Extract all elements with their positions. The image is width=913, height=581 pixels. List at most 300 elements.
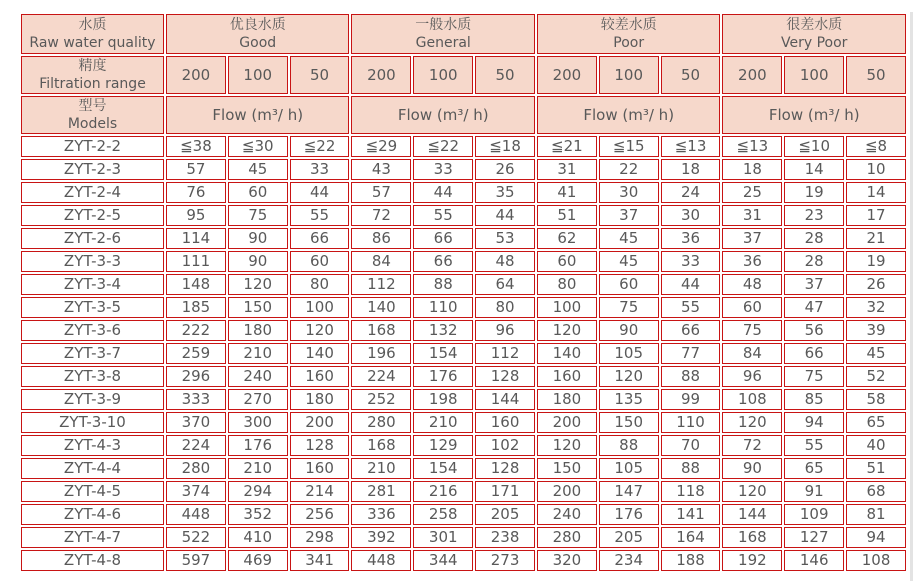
flow-value-cell: 205: [599, 527, 659, 548]
flow-value-cell: 88: [661, 458, 721, 479]
flow-value-cell: ≦15: [599, 136, 659, 157]
filtration-value-cell: 50: [475, 56, 535, 94]
flow-value-cell: ≦8: [846, 136, 906, 157]
flow-value-cell: 51: [537, 205, 597, 226]
flow-value-cell: 112: [351, 274, 411, 295]
flow-value-cell: 280: [537, 527, 597, 548]
models-zh: 型号: [78, 98, 107, 114]
flow-value-cell: 22: [599, 159, 659, 180]
flow-value-cell: 192: [722, 550, 782, 571]
flow-value-cell: 141: [661, 504, 721, 525]
flow-value-cell: 56: [784, 320, 844, 341]
flow-value-cell: 66: [413, 251, 473, 272]
header-filtration-range: [21, 56, 164, 94]
filtration-range-zh: 精度: [78, 58, 107, 74]
flow-value-cell: 64: [475, 274, 535, 295]
flow-value-cell: 252: [351, 389, 411, 410]
table-row: [21, 228, 906, 249]
header-row-quality: [21, 14, 906, 54]
models-en: Models: [67, 116, 118, 132]
flow-value-cell: 144: [722, 504, 782, 525]
flow-value-cell: ≦10: [784, 136, 844, 157]
flow-value-cell: 99: [661, 389, 721, 410]
flow-value-cell: 180: [228, 320, 288, 341]
header-group-general: [351, 14, 534, 54]
flow-value-cell: 44: [661, 274, 721, 295]
flow-value-cell: 112: [475, 343, 535, 364]
header-raw-water-quality: [21, 14, 164, 54]
model-cell: ZYT-3-5: [21, 297, 164, 318]
flow-value-cell: 90: [228, 228, 288, 249]
flow-value-cell: 273: [475, 550, 535, 571]
flow-value-cell: 301: [413, 527, 473, 548]
flow-value-cell: 160: [290, 366, 350, 387]
flow-value-cell: 238: [475, 527, 535, 548]
model-cell: ZYT-4-6: [21, 504, 164, 525]
flow-value-cell: 176: [413, 366, 473, 387]
table-row: [21, 550, 906, 571]
table-row: [21, 435, 906, 456]
flow-value-cell: 410: [228, 527, 288, 548]
flow-header-cell-general: Flow (m³/ h): [351, 96, 534, 134]
flow-value-cell: ≦13: [661, 136, 721, 157]
flow-value-cell: 150: [599, 412, 659, 433]
filtration-value-cell: 200: [166, 56, 226, 94]
filtration-value-cell: 200: [351, 56, 411, 94]
flow-value-cell: 102: [475, 435, 535, 456]
flow-value-cell: 75: [784, 366, 844, 387]
flow-value-cell: 19: [846, 251, 906, 272]
flow-value-cell: 31: [722, 205, 782, 226]
flow-value-cell: 94: [784, 412, 844, 433]
flow-value-cell: 31: [537, 159, 597, 180]
flow-value-cell: 36: [722, 251, 782, 272]
flow-value-cell: 23: [784, 205, 844, 226]
flow-value-cell: 160: [537, 366, 597, 387]
header-row-filtration: [21, 56, 906, 94]
flow-value-cell: 18: [661, 159, 721, 180]
flow-value-cell: 120: [722, 481, 782, 502]
model-cell: ZYT-3-3: [21, 251, 164, 272]
flow-value-cell: 76: [166, 182, 226, 203]
table-body: [21, 136, 906, 571]
flow-value-cell: 210: [228, 458, 288, 479]
flow-value-cell: 18: [722, 159, 782, 180]
flow-value-cell: ≦29: [351, 136, 411, 157]
flow-value-cell: 200: [290, 412, 350, 433]
flow-value-cell: 88: [661, 366, 721, 387]
model-cell: ZYT-2-6: [21, 228, 164, 249]
flow-value-cell: ≦30: [228, 136, 288, 157]
flow-value-cell: 72: [722, 435, 782, 456]
flow-value-cell: 43: [351, 159, 411, 180]
flow-value-cell: 19: [784, 182, 844, 203]
flow-value-cell: 55: [661, 297, 721, 318]
table-row: [21, 343, 906, 364]
flow-value-cell: 33: [413, 159, 473, 180]
model-cell: ZYT-4-3: [21, 435, 164, 456]
flow-value-cell: 160: [290, 458, 350, 479]
flow-value-cell: ≦22: [413, 136, 473, 157]
flow-value-cell: 90: [228, 251, 288, 272]
flow-value-cell: 140: [537, 343, 597, 364]
flow-value-cell: 259: [166, 343, 226, 364]
flow-value-cell: 341: [290, 550, 350, 571]
flow-value-cell: 80: [475, 297, 535, 318]
flow-value-cell: ≦22: [290, 136, 350, 157]
table-row: [21, 458, 906, 479]
header-row-flow: [21, 96, 906, 134]
raw-water-quality-en: Raw water quality: [29, 35, 156, 51]
flow-value-cell: 75: [228, 205, 288, 226]
flow-value-cell: 48: [475, 251, 535, 272]
flow-value-cell: 522: [166, 527, 226, 548]
table-row: [21, 136, 906, 157]
flow-value-cell: 140: [351, 297, 411, 318]
flow-value-cell: 111: [166, 251, 226, 272]
flow-value-cell: 120: [537, 320, 597, 341]
flow-value-cell: 24: [661, 182, 721, 203]
model-cell: ZYT-2-2: [21, 136, 164, 157]
flow-value-cell: 374: [166, 481, 226, 502]
header-group-poor: [537, 14, 720, 54]
flow-value-cell: 336: [351, 504, 411, 525]
flow-value-cell: 84: [351, 251, 411, 272]
flow-value-cell: 448: [166, 504, 226, 525]
group-poor-en: Poor: [613, 35, 645, 51]
flow-value-cell: 81: [846, 504, 906, 525]
flow-value-cell: 70: [661, 435, 721, 456]
flow-value-cell: 95: [166, 205, 226, 226]
flow-value-cell: 150: [537, 458, 597, 479]
flow-value-cell: 60: [228, 182, 288, 203]
model-cell: ZYT-4-8: [21, 550, 164, 571]
flow-value-cell: 210: [228, 343, 288, 364]
flow-value-cell: 100: [290, 297, 350, 318]
table-row: [21, 251, 906, 272]
flow-value-cell: 109: [784, 504, 844, 525]
flow-value-cell: 216: [413, 481, 473, 502]
group-good-en: Good: [239, 35, 277, 51]
flow-value-cell: 55: [290, 205, 350, 226]
flow-value-cell: 58: [846, 389, 906, 410]
flow-value-cell: 168: [722, 527, 782, 548]
model-cell: ZYT-3-8: [21, 366, 164, 387]
flow-value-cell: 30: [661, 205, 721, 226]
header-models: [21, 96, 164, 134]
filtration-value-cell: 50: [661, 56, 721, 94]
flow-value-cell: ≦21: [537, 136, 597, 157]
flow-value-cell: 150: [228, 297, 288, 318]
model-cell: ZYT-3-7: [21, 343, 164, 364]
flow-value-cell: 68: [846, 481, 906, 502]
group-general-en: General: [415, 35, 471, 51]
flow-value-cell: 108: [846, 550, 906, 571]
flow-value-cell: 224: [166, 435, 226, 456]
flow-value-cell: 240: [228, 366, 288, 387]
flow-value-cell: 33: [661, 251, 721, 272]
filtration-range-en: Filtration range: [39, 76, 146, 92]
model-cell: ZYT-4-7: [21, 527, 164, 548]
flow-header-cell-very-poor: Flow (m³/ h): [722, 96, 906, 134]
flow-value-cell: 85: [784, 389, 844, 410]
flow-value-cell: 198: [413, 389, 473, 410]
flow-value-cell: 188: [661, 550, 721, 571]
table-row: [21, 481, 906, 502]
flow-value-cell: 205: [475, 504, 535, 525]
flow-value-cell: 128: [290, 435, 350, 456]
flow-value-cell: 66: [661, 320, 721, 341]
flow-value-cell: 77: [661, 343, 721, 364]
flow-value-cell: 25: [722, 182, 782, 203]
flow-value-cell: 114: [166, 228, 226, 249]
group-general-zh: 一般水质: [415, 17, 472, 33]
flow-value-cell: 270: [228, 389, 288, 410]
flow-value-cell: 352: [228, 504, 288, 525]
flow-value-cell: 120: [599, 366, 659, 387]
table-header: [21, 14, 906, 134]
flow-value-cell: 597: [166, 550, 226, 571]
flow-value-cell: 40: [846, 435, 906, 456]
flow-value-cell: 100: [537, 297, 597, 318]
flow-value-cell: 62: [537, 228, 597, 249]
flow-value-cell: 280: [166, 458, 226, 479]
filtration-value-cell: 100: [413, 56, 473, 94]
table-row: [21, 274, 906, 295]
flow-value-cell: 280: [351, 412, 411, 433]
flow-value-cell: 35: [475, 182, 535, 203]
flow-value-cell: 53: [475, 228, 535, 249]
model-cell: ZYT-4-5: [21, 481, 164, 502]
flow-value-cell: 32: [846, 297, 906, 318]
model-cell: ZYT-2-5: [21, 205, 164, 226]
flow-value-cell: 105: [599, 458, 659, 479]
flow-value-cell: 44: [290, 182, 350, 203]
flow-value-cell: 14: [846, 182, 906, 203]
flow-value-cell: 90: [599, 320, 659, 341]
flow-value-cell: 135: [599, 389, 659, 410]
flow-value-cell: 222: [166, 320, 226, 341]
flow-value-cell: 51: [846, 458, 906, 479]
flow-value-cell: 21: [846, 228, 906, 249]
filtration-value-cell: 200: [537, 56, 597, 94]
model-cell: ZYT-3-6: [21, 320, 164, 341]
flow-value-cell: 55: [413, 205, 473, 226]
filtration-value-cell: 100: [599, 56, 659, 94]
table-row: [21, 504, 906, 525]
flow-value-cell: 147: [599, 481, 659, 502]
flow-value-cell: 91: [784, 481, 844, 502]
flow-value-cell: 210: [413, 412, 473, 433]
group-good-zh: 优良水质: [229, 17, 286, 33]
flow-value-cell: 171: [475, 481, 535, 502]
flow-value-cell: 224: [351, 366, 411, 387]
flow-value-cell: 17: [846, 205, 906, 226]
flow-value-cell: 88: [413, 274, 473, 295]
flow-value-cell: 52: [846, 366, 906, 387]
flow-value-cell: 296: [166, 366, 226, 387]
model-cell: ZYT-3-4: [21, 274, 164, 295]
flow-value-cell: 258: [413, 504, 473, 525]
table-row: [21, 205, 906, 226]
flow-value-cell: 45: [228, 159, 288, 180]
flow-value-cell: ≦13: [722, 136, 782, 157]
flow-value-cell: 154: [413, 343, 473, 364]
flow-value-cell: 60: [290, 251, 350, 272]
table-row: [21, 366, 906, 387]
flow-value-cell: 36: [661, 228, 721, 249]
filtration-value-cell: 50: [846, 56, 906, 94]
flow-value-cell: 120: [537, 435, 597, 456]
flow-value-cell: 14: [784, 159, 844, 180]
flow-header-cell-good: Flow (m³/ h): [166, 96, 349, 134]
flow-value-cell: ≦38: [166, 136, 226, 157]
flow-value-cell: 80: [537, 274, 597, 295]
flow-value-cell: 200: [537, 412, 597, 433]
filtration-value-cell: 100: [228, 56, 288, 94]
flow-value-cell: 154: [413, 458, 473, 479]
flow-value-cell: 118: [661, 481, 721, 502]
group-very-poor-en: Very Poor: [781, 35, 848, 51]
flow-value-cell: 84: [722, 343, 782, 364]
flow-value-cell: 120: [228, 274, 288, 295]
flow-value-cell: 80: [290, 274, 350, 295]
flow-value-cell: 127: [784, 527, 844, 548]
flow-value-cell: 200: [537, 481, 597, 502]
flow-value-cell: 110: [661, 412, 721, 433]
flow-value-cell: 33: [290, 159, 350, 180]
flow-value-cell: 344: [413, 550, 473, 571]
flow-value-cell: 37: [599, 205, 659, 226]
flow-value-cell: 185: [166, 297, 226, 318]
model-cell: ZYT-2-3: [21, 159, 164, 180]
filtration-value-cell: 100: [784, 56, 844, 94]
flow-value-cell: 196: [351, 343, 411, 364]
flow-value-cell: 41: [537, 182, 597, 203]
flow-value-cell: 392: [351, 527, 411, 548]
flow-value-cell: 320: [537, 550, 597, 571]
flow-value-cell: 48: [722, 274, 782, 295]
filtration-value-cell: 200: [722, 56, 782, 94]
flow-value-cell: 469: [228, 550, 288, 571]
flow-value-cell: 448: [351, 550, 411, 571]
flow-value-cell: 144: [475, 389, 535, 410]
flow-value-cell: 55: [784, 435, 844, 456]
flow-value-cell: 10: [846, 159, 906, 180]
flow-value-cell: 140: [290, 343, 350, 364]
flow-value-cell: 44: [413, 182, 473, 203]
flow-value-cell: 45: [846, 343, 906, 364]
flow-value-cell: 45: [599, 228, 659, 249]
flow-value-cell: 176: [228, 435, 288, 456]
flow-value-cell: 28: [784, 251, 844, 272]
header-group-good: [166, 14, 349, 54]
flow-value-cell: 96: [722, 366, 782, 387]
flow-value-cell: 65: [846, 412, 906, 433]
flow-value-cell: 75: [722, 320, 782, 341]
table-row: [21, 412, 906, 433]
flow-value-cell: 88: [599, 435, 659, 456]
flow-value-cell: 300: [228, 412, 288, 433]
flow-value-cell: 26: [846, 274, 906, 295]
flow-value-cell: ≦18: [475, 136, 535, 157]
flow-value-cell: 110: [413, 297, 473, 318]
flow-value-cell: 180: [290, 389, 350, 410]
flow-value-cell: 39: [846, 320, 906, 341]
flow-value-cell: 72: [351, 205, 411, 226]
flow-value-cell: 148: [166, 274, 226, 295]
flow-capacity-table: [19, 12, 908, 573]
flow-value-cell: 60: [599, 274, 659, 295]
table-row: [21, 389, 906, 410]
flow-value-cell: 168: [351, 320, 411, 341]
flow-value-cell: 44: [475, 205, 535, 226]
group-poor-zh: 较差水质: [600, 17, 657, 33]
flow-value-cell: 176: [599, 504, 659, 525]
header-group-very-poor: [722, 14, 906, 54]
flow-value-cell: 120: [722, 412, 782, 433]
model-cell: ZYT-2-4: [21, 182, 164, 203]
flow-value-cell: 57: [166, 159, 226, 180]
flow-value-cell: 105: [599, 343, 659, 364]
flow-value-cell: 96: [475, 320, 535, 341]
flow-value-cell: 47: [784, 297, 844, 318]
model-cell: ZYT-3-10: [21, 412, 164, 433]
flow-value-cell: 128: [475, 458, 535, 479]
table-row: [21, 320, 906, 341]
model-cell: ZYT-3-9: [21, 389, 164, 410]
flow-value-cell: 66: [413, 228, 473, 249]
flow-value-cell: 108: [722, 389, 782, 410]
table-row: [21, 297, 906, 318]
flow-value-cell: 60: [722, 297, 782, 318]
flow-value-cell: 90: [722, 458, 782, 479]
flow-value-cell: 256: [290, 504, 350, 525]
flow-value-cell: 60: [537, 251, 597, 272]
flow-value-cell: 129: [413, 435, 473, 456]
flow-value-cell: 234: [599, 550, 659, 571]
flow-value-cell: 66: [290, 228, 350, 249]
flow-value-cell: 294: [228, 481, 288, 502]
flow-header-cell-poor: Flow (m³/ h): [537, 96, 720, 134]
table-row: [21, 527, 906, 548]
flow-value-cell: 86: [351, 228, 411, 249]
flow-value-cell: 160: [475, 412, 535, 433]
flow-value-cell: 168: [351, 435, 411, 456]
group-very-poor-zh: 很差水质: [786, 17, 843, 33]
flow-value-cell: 120: [290, 320, 350, 341]
flow-value-cell: 210: [351, 458, 411, 479]
raw-water-quality-zh: 水质: [78, 17, 107, 33]
flow-value-cell: 180: [537, 389, 597, 410]
flow-value-cell: 57: [351, 182, 411, 203]
flow-value-cell: 164: [661, 527, 721, 548]
flow-value-cell: 132: [413, 320, 473, 341]
flow-value-cell: 75: [599, 297, 659, 318]
flow-value-cell: 370: [166, 412, 226, 433]
flow-value-cell: 65: [784, 458, 844, 479]
flow-value-cell: 37: [784, 274, 844, 295]
filtration-value-cell: 50: [290, 56, 350, 94]
flow-value-cell: 214: [290, 481, 350, 502]
table-row: [21, 182, 906, 203]
flow-value-cell: 333: [166, 389, 226, 410]
flow-value-cell: 66: [784, 343, 844, 364]
flow-value-cell: 45: [599, 251, 659, 272]
flow-value-cell: 128: [475, 366, 535, 387]
flow-value-cell: 240: [537, 504, 597, 525]
flow-value-cell: 30: [599, 182, 659, 203]
